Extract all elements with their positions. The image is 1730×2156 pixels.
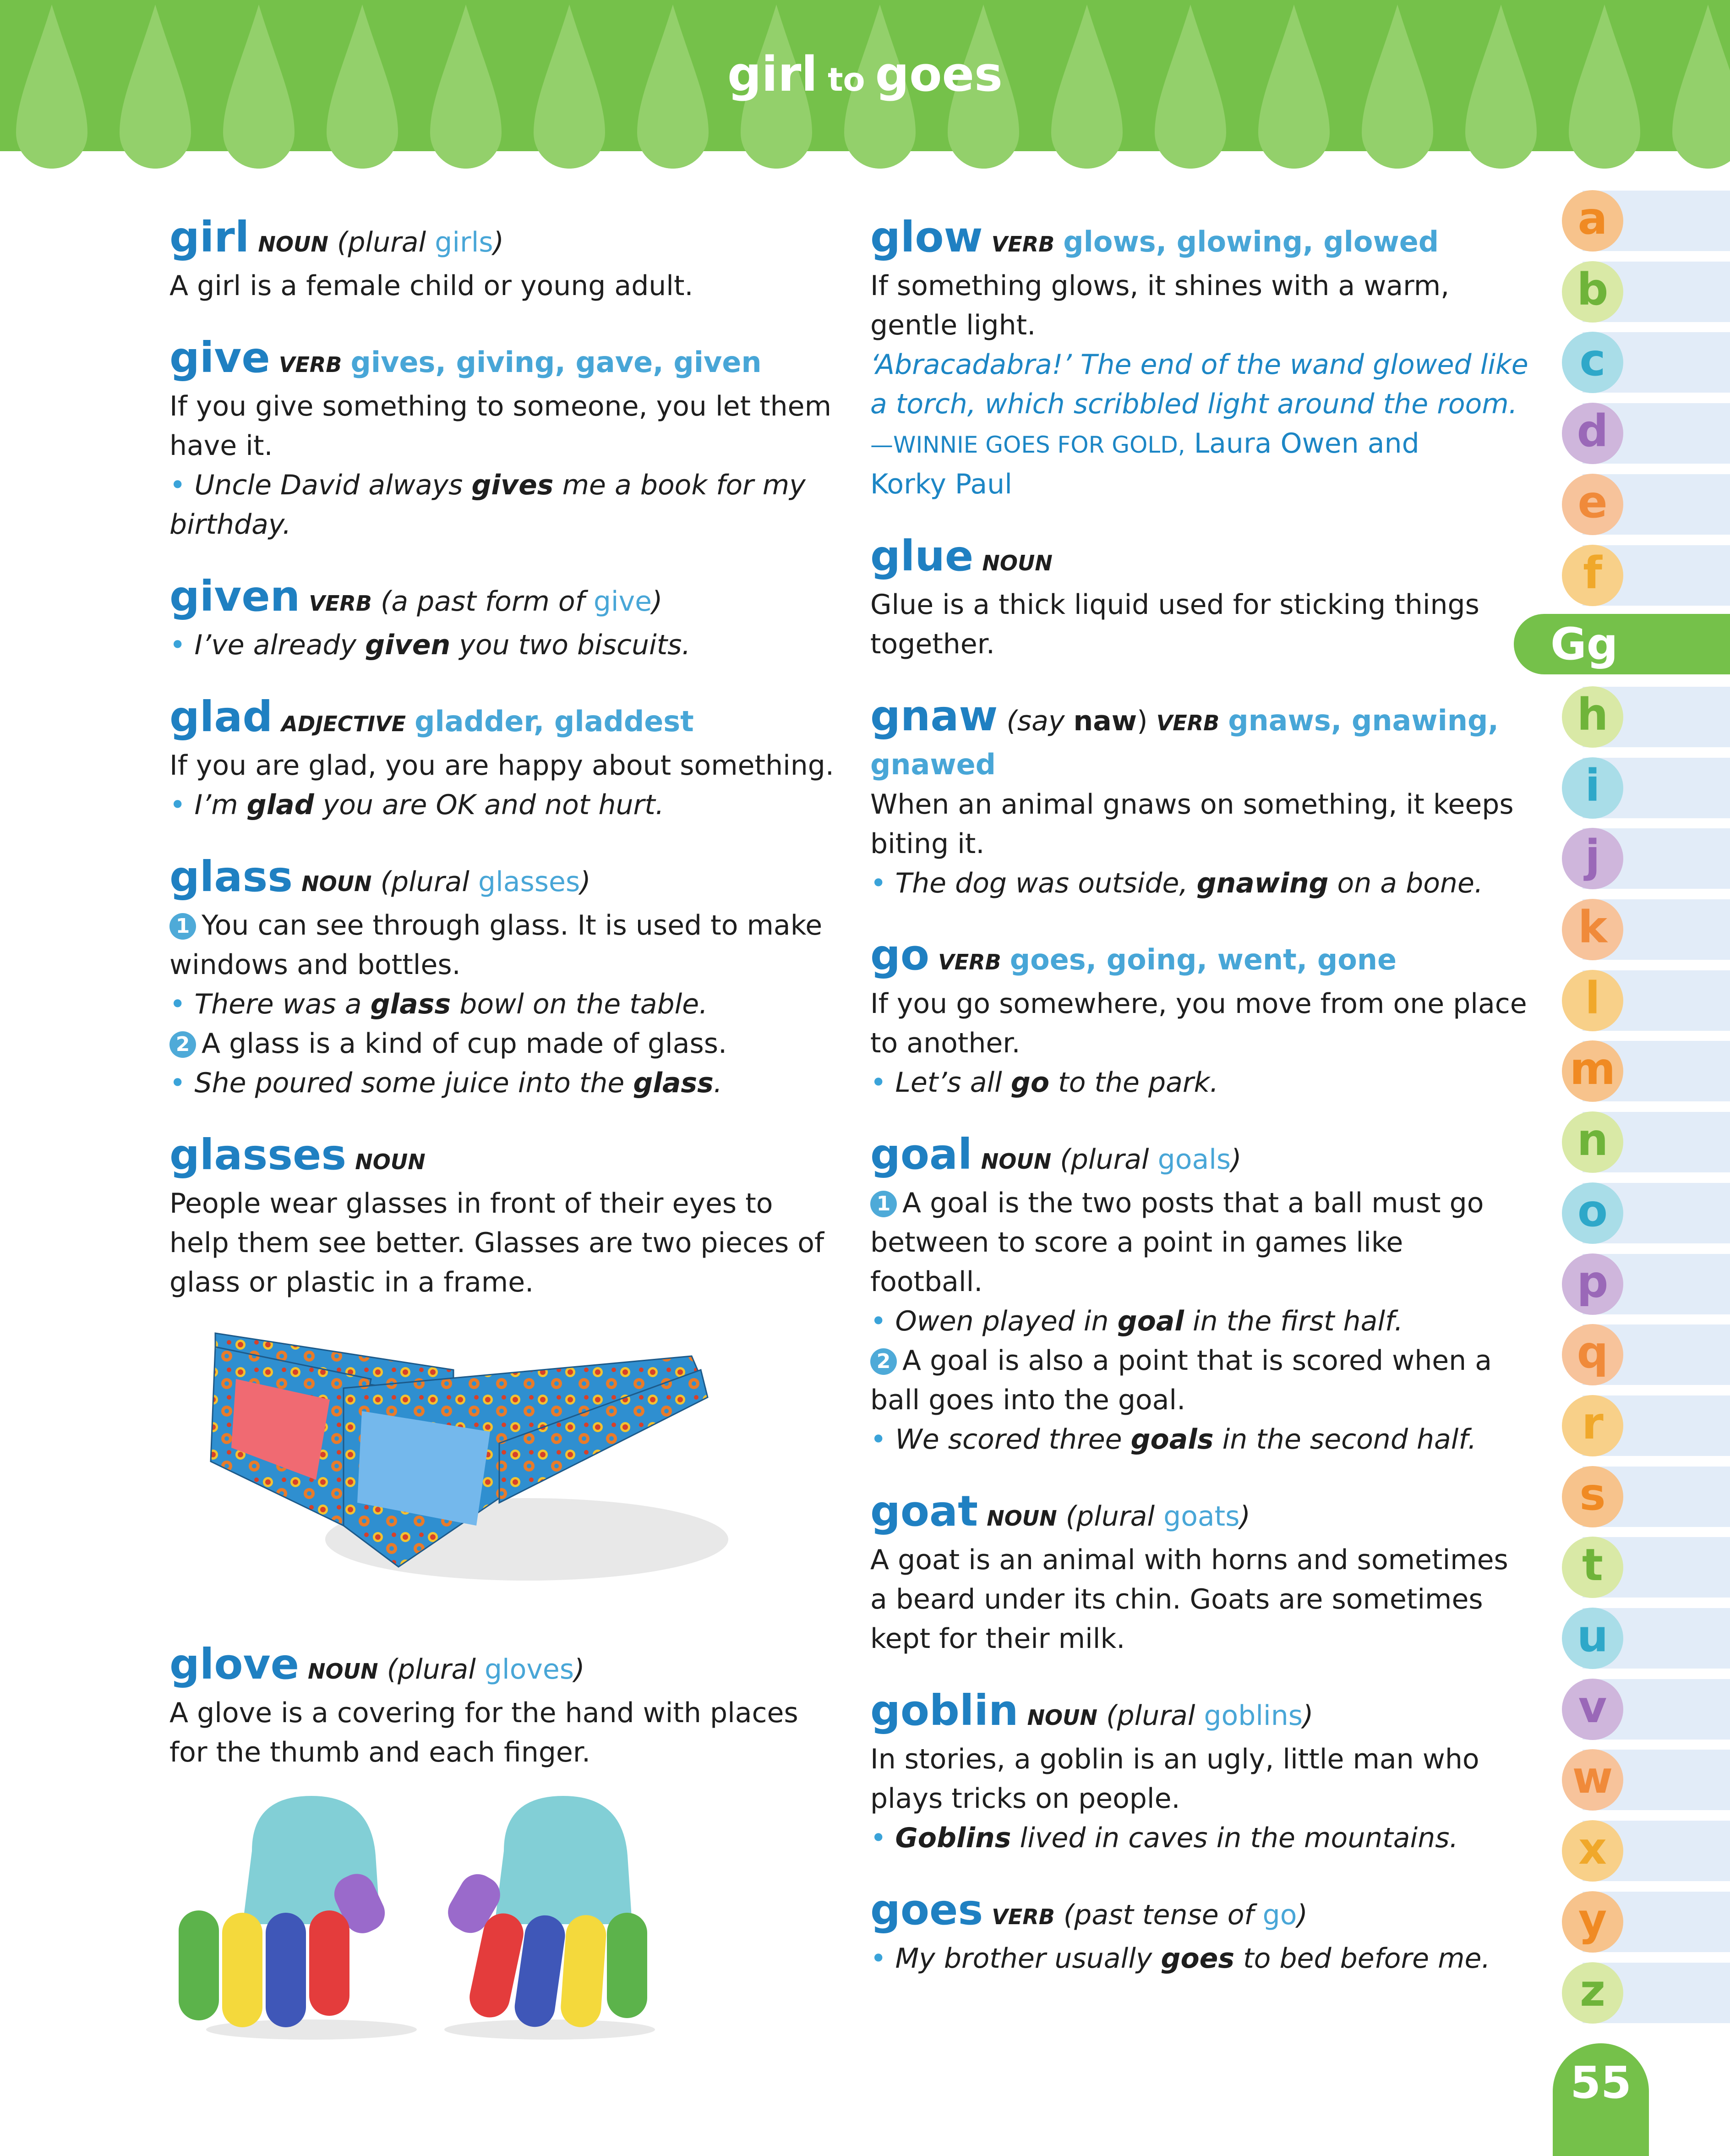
headword: glove [169,1640,299,1689]
example: • I’m glad you are OK and not hurt. [169,789,664,821]
plural-label: (plural [387,1653,485,1685]
example: • We scored three goals in the second half. [870,1423,1477,1456]
alphabet-letter-x[interactable]: x [1562,1820,1623,1882]
alphabet-active-tab[interactable] [1514,614,1730,674]
cross-reference: go [1262,1899,1297,1931]
example: • Uncle David always gives me a book for my [169,469,806,501]
headword: glasses [169,1130,347,1179]
word-forms: goes, going, went, gone [1010,943,1397,976]
example: • My brother usually goes to bed before me. [870,1943,1490,1975]
bullet-icon: • [169,988,195,1020]
definition-line: between to score a point in games like [870,1226,1403,1259]
example-keyword: goes [1161,1943,1235,1975]
plural-form: goblins [1204,1700,1303,1732]
headword: glue [870,531,974,580]
bullet-icon: • [169,789,195,821]
headword: goal [870,1130,972,1179]
definition-line: help them see better. Glasses are two pieces of [169,1227,824,1259]
entry-glow [870,213,1528,504]
header-banner [0,0,1730,170]
alphabet-letter-h[interactable]: h [1562,686,1623,748]
example-keyword: glass [633,1067,714,1099]
definition-line: for the thumb and each finger. [169,1736,591,1768]
alphabet-letter-m[interactable]: m [1562,1040,1623,1102]
headword: glow [870,213,983,262]
plural-close: ) [574,1653,585,1685]
definition-line: to another. [870,1027,1021,1059]
part-of-speech: VERB [992,1904,1055,1929]
word-forms: gladder, gladdest [415,705,694,738]
entry-glad [169,692,834,825]
headword: give [169,333,270,382]
example-keyword: goals [1130,1423,1214,1456]
part-of-speech: NOUN [301,871,372,896]
title-start-word: girl [727,46,818,102]
definition-line: A glove is a covering for the hand with places [169,1697,798,1729]
alphabet-letter-i[interactable]: i [1562,757,1623,819]
definition-line: If you go somewhere, you move from one place [870,988,1527,1020]
part-of-speech: ADJECTIVE [281,711,406,736]
alphabet-letter-y[interactable]: y [1562,1891,1623,1953]
pronunciation-close: ) [1137,705,1148,737]
entry-goat [870,1487,1508,1658]
part-of-speech: NOUN [987,1506,1057,1531]
note-close: ) [652,586,663,618]
definition-line: windows and bottles. [169,949,461,981]
part-of-speech: NOUN [258,232,328,257]
plural-label: (plural [337,226,435,258]
headword: glass [169,852,293,901]
plural-close: ) [493,226,504,258]
headword: glad [169,692,273,741]
alphabet-letter-p[interactable]: p [1562,1253,1623,1315]
part-of-speech: VERB [278,352,342,377]
literary-quote-line: a torch, which scribbled light around the room. [870,388,1517,420]
quote-source [870,424,1502,465]
definition-line: People wear glasses in front of their eyes to [169,1187,773,1220]
definition-line: 1 You can see through glass. It is used to make [169,906,811,945]
word-forms: gives, giving, gave, given [350,345,762,379]
part-of-speech: VERB [1156,711,1220,735]
page-title [0,46,1730,102]
quote-authors: Laura Owen and [1185,427,1419,460]
definition-line: Glue is a thick liquid used for sticking things [870,589,1479,621]
example-keyword: glad [246,789,314,821]
alphabet-letter-w[interactable]: w [1562,1749,1623,1811]
part-of-speech: NOUN [308,1659,378,1684]
plural-close: ) [1231,1144,1242,1176]
definition-line: ball goes into the goal. [870,1384,1186,1416]
definition-line: plays tricks on people. [870,1783,1180,1815]
example-continued: birthday. [169,509,291,541]
quote-book-title: —WINNIE GOES FOR GOLD, [870,432,1185,458]
cross-reference: give [593,586,652,618]
part-of-speech: NOUN [982,551,1053,575]
plural-form: girls [435,226,493,258]
headword: goblin [870,1686,1019,1735]
bullet-icon: • [169,629,195,661]
alphabet-letter-n[interactable]: n [1562,1111,1623,1173]
bullet-icon: • [169,469,195,501]
definition-line: have it. [169,430,273,462]
definition-line: biting it. [870,828,985,860]
left-column [169,213,834,1768]
entry-go [870,930,1527,1102]
definition-line: together. [870,628,995,660]
pronunciation-label: (say [1006,705,1074,737]
alphabet-letter-z[interactable]: z [1562,1962,1623,2024]
part-of-speech: VERB [938,950,1001,974]
bullet-icon: • [870,867,895,899]
plural-form: goals [1157,1144,1231,1176]
entry-gnaw [870,691,1514,903]
example-keyword: gnawing [1196,867,1329,899]
headword: gnaw [870,691,998,740]
title-end-word: goes [875,46,1003,102]
definition-line: glass or plastic in a frame. [169,1266,534,1298]
definition-line: A goat is an animal with horns and sometimes [870,1544,1508,1576]
right-column [870,213,1528,1978]
part-of-speech: VERB [309,591,372,616]
definition-line: When an animal gnaws on something, it keeps [870,788,1514,821]
pronunciation: naw [1073,705,1137,737]
3d-glasses-illustration [206,1310,756,1603]
bullet-icon: • [870,1822,895,1854]
definition-line: If something glows, it shines with a warm, [870,270,1450,302]
entry-goblin [870,1686,1502,1858]
example: • She poured some juice into the glass. [169,1067,722,1099]
word-forms-continued: gnawed [870,748,996,781]
sense-number-icon: 2 [870,1348,897,1375]
entry-glasses [169,1130,824,1302]
page-number: 55 [1570,2057,1632,2108]
alphabet-letter-f[interactable]: f [1562,545,1623,606]
plural-form: goats [1163,1500,1240,1532]
headword: given [169,572,300,621]
bullet-icon: • [870,1305,895,1337]
alphabet-letter-j[interactable]: j [1562,828,1623,889]
headword: girl [169,213,250,262]
headword: go [870,930,930,980]
alphabet-letter-c[interactable]: c [1562,332,1623,393]
definition-line: 2 A glass is a kind of cup made of glass. [169,1024,811,1063]
example-keyword: glass [370,988,451,1020]
definition-line: a beard under its chin. Goats are sometimes [870,1583,1483,1615]
entry-glass [169,852,823,1103]
alphabet-letter-e[interactable]: e [1562,474,1623,535]
headword: goes [870,1885,983,1934]
example: • The dog was outside, gnawing on a bone. [870,867,1483,899]
alphabet-letter-d[interactable]: d [1562,403,1623,464]
plural-form: gloves [484,1653,574,1685]
bullet-icon: • [169,1067,195,1099]
definition-line: 2 A goal is also a point that is scored when a [870,1341,1502,1380]
definition: If you are glad, you are happy about something. [169,750,834,782]
word-forms: gnaws, gnawing, [1228,704,1499,737]
entry-glue [870,531,1502,664]
bullet-icon: • [870,1067,895,1099]
entry-goes [870,1885,1502,1978]
headword: goat [870,1487,978,1536]
plural-label: (plural [1065,1500,1164,1532]
plural-label: (plural [1106,1700,1204,1732]
part-of-speech: VERB [991,232,1055,257]
example: • I’ve already given you two biscuits. [169,629,691,661]
bullet-icon: • [870,1943,895,1975]
definition-line: football. [870,1266,983,1298]
entry-given [169,572,811,665]
plural-close: ) [580,866,591,898]
part-of-speech: NOUN [355,1149,426,1174]
alphabet-letter-v[interactable]: v [1562,1679,1623,1740]
example-keyword: given [365,629,451,661]
literary-quote-line: ‘Abracadabra!’ The end of the wand glowed like [870,349,1528,381]
bullet-icon: • [870,1423,895,1456]
example-keyword: Goblins [895,1822,1011,1854]
definition-line: If you give something to someone, you let them [169,390,832,422]
word-forms: glows, glowing, glowed [1063,225,1439,258]
plural-close: ) [1302,1700,1314,1732]
entry-glove [169,1642,811,1772]
definition-line: In stories, a goblin is an ugly, little man who [870,1743,1479,1775]
definition-line: kept for their milk. [870,1623,1125,1655]
example-keyword: go [1010,1067,1050,1099]
part-of-speech: NOUN [981,1149,1052,1174]
example-keyword: goal [1117,1305,1184,1337]
alphabet-letter-t[interactable]: t [1562,1537,1623,1598]
quote-authors-continued: Korky Paul [870,468,1012,500]
alphabet-active-label: Gg [1550,618,1618,670]
definition-line: gentle light. [870,309,1036,341]
definition-line: 1 A goal is the two posts that a ball must go [870,1183,1502,1223]
note-close: ) [1297,1899,1308,1931]
title-to-word: to [828,61,865,98]
part-of-speech: NOUN [1027,1705,1098,1730]
plural-label: (plural [1060,1144,1158,1176]
alphabet-letter-o[interactable]: o [1562,1182,1623,1244]
example: • Goblins lived in caves in the mountains. [870,1822,1458,1854]
plural-label: (plural [380,866,478,898]
gloves-illustration [174,1787,701,2043]
alphabet-letter-b[interactable]: b [1562,261,1623,323]
alphabet-letter-q[interactable]: q [1562,1324,1623,1385]
example: • Owen played in goal in the first half. [870,1305,1403,1337]
sense-number-icon: 1 [169,913,196,940]
alphabet-letter-s[interactable]: s [1562,1466,1623,1527]
note-label: (past tense of [1063,1899,1263,1931]
alphabet-letter-a[interactable]: a [1562,190,1623,252]
example: • There was a glass bowl on the table. [169,988,708,1020]
alphabet-letter-l[interactable]: l [1562,970,1623,1031]
sense-number-icon: 2 [169,1031,196,1058]
plural-close: ) [1239,1500,1250,1532]
plural-form: glasses [478,866,580,898]
definition: A girl is a female child or young adult. [169,270,693,302]
alphabet-letter-r[interactable]: r [1562,1395,1623,1456]
alphabet-letter-u[interactable]: u [1562,1608,1623,1669]
example-keyword: gives [471,469,554,501]
example: • Let’s all go to the park. [870,1067,1219,1099]
entry-goal [870,1130,1502,1459]
entry-girl [169,215,811,306]
note-label: (a past form of [380,586,594,618]
entry-give [169,333,832,544]
alphabet-letter-k[interactable]: k [1562,899,1623,960]
sense-number-icon: 1 [870,1191,897,1217]
